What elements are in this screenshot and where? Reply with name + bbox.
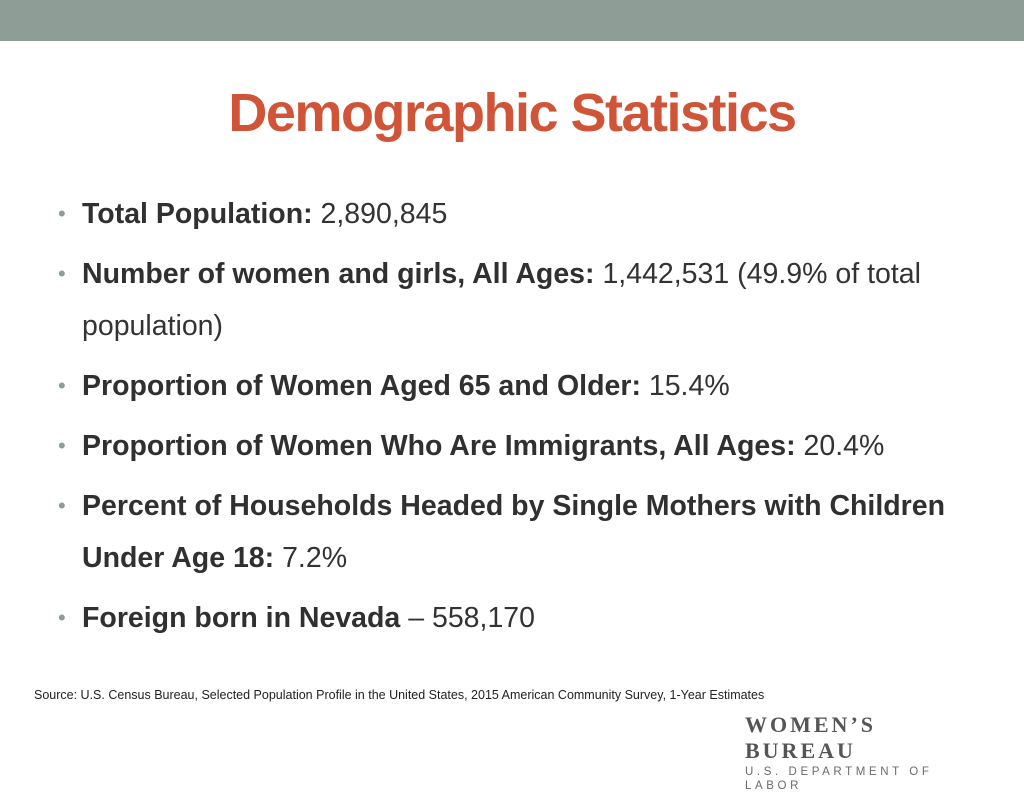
logo-sub-text: U.S. DEPARTMENT OF LABOR	[745, 766, 933, 792]
bullet-value: 1,442,531 (49.9% of total population)	[82, 258, 921, 342]
bullet-value: 2,890,845	[312, 198, 448, 230]
bullet-label: Percent of Households Headed by Single Mothers with Children Under Age 18:	[82, 490, 946, 574]
bullet-women-immigrants	[58, 420, 958, 472]
logo-main-text: WOMEN’S BUREAU	[745, 712, 876, 763]
bullet-value: 20.4%	[795, 430, 885, 462]
bullet-value: – 558,170	[400, 602, 536, 634]
bullet-dot: •	[58, 493, 66, 518]
bullet-value: 15.4%	[640, 370, 730, 402]
bullet-dot: •	[58, 201, 66, 226]
bullet-single-mothers	[58, 480, 958, 584]
bullet-women-and-girls	[58, 248, 958, 352]
bullet-dot: •	[58, 373, 66, 398]
bullet-label: Foreign born in Nevada	[82, 602, 401, 634]
bullet-total-population	[58, 188, 958, 240]
slide-title: Demographic Statistics	[228, 83, 796, 143]
bullet-label: Proportion of Women Aged 65 and Older:	[82, 370, 641, 402]
bullet-women-65-older	[58, 360, 958, 412]
bullet-dot: •	[58, 605, 66, 630]
bullet-label: Proportion of Women Who Are Immigrants, All Ages:	[82, 430, 796, 462]
bullet-dot: •	[58, 261, 66, 286]
bullet-list	[58, 188, 958, 652]
bullet-label: Number of women and girls, All Ages:	[82, 258, 595, 290]
bullet-foreign-born	[58, 592, 958, 644]
source-citation: Source: U.S. Census Bureau, Selected Population Profile in the United States, 2015 American Community Survey, 1-Year Estimates	[34, 688, 765, 702]
bullet-value: 7.2%	[274, 542, 348, 574]
bullet-label: Total Population:	[82, 198, 313, 230]
top-color-band	[0, 0, 1024, 41]
bullet-dot: •	[58, 433, 66, 458]
womens-bureau-logo	[745, 712, 975, 793]
